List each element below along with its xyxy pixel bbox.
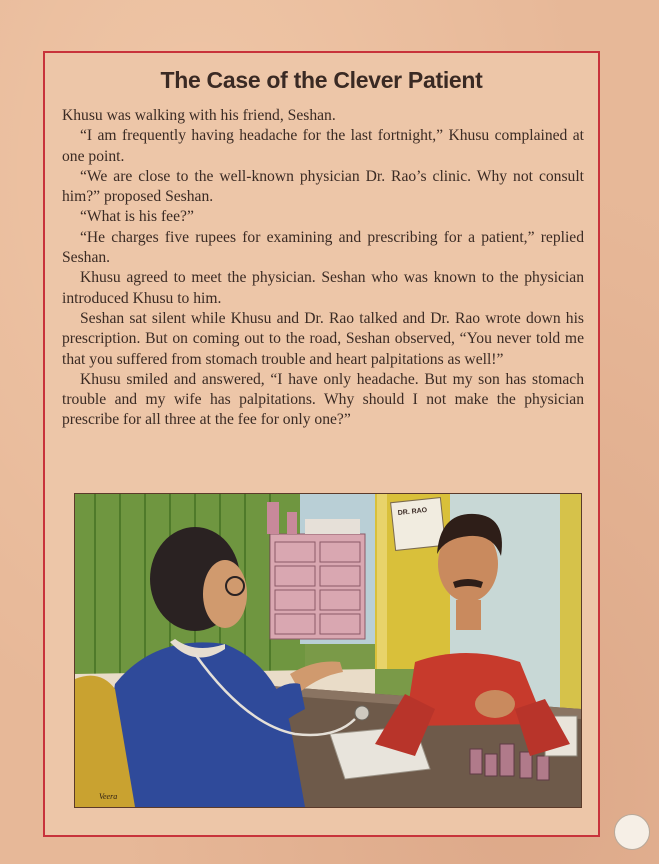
paragraph-6: Khusu agreed to meet the physician. Seshan who was known to the physician introduced Khusu to him.	[62, 269, 584, 307]
paragraph-3: “We are close to the well-known physician Dr. Rao’s clinic. Why not consult him?” proposed Seshan.	[62, 167, 584, 206]
paragraph-4: “What is his fee?”	[80, 208, 194, 226]
paragraph-7: Seshan sat silent while Khusu and Dr. Rao talked and Dr. Rao wrote down his prescription. But on coming out to the road, Seshan observed, “You never told me that you suffered from stomach trouble and heart palpitations as well!”	[62, 309, 584, 368]
story-illustration	[74, 493, 582, 808]
paragraph-5: “He charges five rupees for examining and prescribing for a patient,” replied Seshan.	[62, 228, 584, 267]
story-title: The Case of the Clever Patient	[160, 67, 483, 93]
story-frame	[43, 51, 600, 837]
door-sign-text: DR. RAO	[397, 506, 428, 518]
paragraph-8: Khusu smiled and answered, “I have only headache. But my son has stomach trouble and my wife has palpitations. Why should I not make the physician prescribe for all three at the fee for only one?”	[62, 370, 584, 429]
paragraph-2: “I am frequently having headache for the last fortnight,” Khusu complained at one point.	[62, 127, 584, 165]
scanner-watermark-logo	[614, 814, 650, 850]
story-text	[62, 106, 584, 431]
artist-signature: Veera	[99, 792, 118, 801]
paragraph-1: Khusu was walking with his friend, Seshan.	[62, 107, 336, 124]
